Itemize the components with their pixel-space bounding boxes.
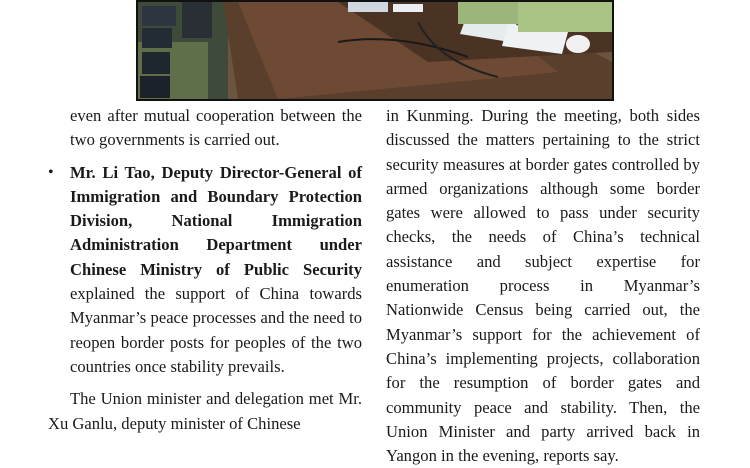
meeting-photo: [136, 0, 614, 101]
left-paragraph: The Union minister and delegation met Mr. Xu Ganlu, deputy minister of Chinese: [48, 389, 362, 433]
bullet-bold-text: Mr. Li Tao, Deputy Director-General of Immigration and Boundary Protection Division, National Immigration Administration Department under Chinese Ministry of Public Security: [70, 162, 362, 279]
right-column: [386, 104, 700, 468]
bullet-text: explained the support of China towards Myanmar’s peace processes and the need to reopen border posts for peoples of the two countries once stability prevails.: [70, 284, 362, 376]
continuation-paragraph: even after mutual cooperation between the two governments is carried out.: [70, 106, 362, 150]
bullet-item: [48, 161, 362, 380]
meeting-photo-drawing: [138, 2, 612, 99]
bullet-dot-icon: •: [48, 163, 54, 181]
left-column: [48, 104, 362, 436]
right-paragraph: in Kunming. During the meeting, both sides discussed the matters pertaining to the strict security measures at border gates controlled by armed organizations although some border gates were allowed to pass under security checks, the needs of China’s technical assistance and subject expertise for enumeration process in Myanmar’s Nationwide Census being carried out, the Myanmar’s support for the achievement of China’s implementing projects, collaboration for the resumption of border gates and community peace and stability. Then, the Union Minister and party arrived back in Yangon in the evening, reports say.: [386, 106, 700, 466]
